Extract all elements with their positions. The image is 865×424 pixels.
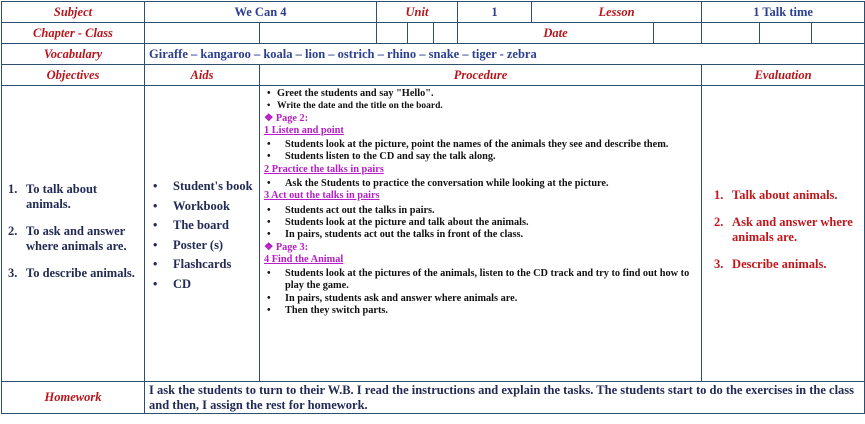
aid-item: • The board xyxy=(153,216,255,236)
procedure-line: • Students look at the picture and talk about the animals. xyxy=(264,217,697,229)
diamond-icon: ❖ xyxy=(264,241,274,253)
procedure-line: • Students listen to the CD and say the talk along. xyxy=(264,151,697,163)
procedure-cell xyxy=(260,86,702,382)
bullet-icon: • xyxy=(267,204,271,216)
date-cell-4 xyxy=(812,23,865,44)
evaluation-list xyxy=(714,188,860,272)
chapter-row xyxy=(2,23,865,44)
subject-value: We Can 4 xyxy=(145,2,377,23)
bullet-icon: • xyxy=(267,151,271,163)
header-row xyxy=(2,2,865,23)
page-2-heading: ❖ Page 2: xyxy=(264,112,309,124)
chapter-cell-2 xyxy=(260,23,377,44)
homework-row xyxy=(2,382,865,414)
procedure-line: • Then they switch parts. xyxy=(264,305,697,317)
evaluation-item: 1. Talk about animals. xyxy=(714,187,838,202)
step-1-heading: 1 Listen and point xyxy=(264,124,344,136)
procedure-line: • In pairs, students act out the talks in front of the class. xyxy=(264,229,697,241)
aids-list xyxy=(153,177,255,294)
vocabulary-label: Vocabulary xyxy=(2,44,145,65)
evaluation-item: 2. Ask and answer where animals are. xyxy=(714,214,853,244)
chapter-cell-5 xyxy=(434,23,458,44)
bullet-icon: • xyxy=(267,178,271,190)
chapter-class-label: Chapter - Class xyxy=(2,23,145,44)
date-cell-2 xyxy=(702,23,760,44)
aid-item: • Workbook xyxy=(153,197,255,217)
procedure-line: • In pairs, students ask and answer where animals are. xyxy=(264,293,697,305)
bullet-icon: • xyxy=(267,305,271,317)
evaluation-cell xyxy=(702,86,865,382)
step-3-heading: 3 Act out the talks in pairs xyxy=(264,190,380,202)
lesson-label: Lesson xyxy=(532,2,702,23)
homework-label: Homework xyxy=(2,382,145,414)
unit-value: 1 xyxy=(458,2,532,23)
aids-header: Aids xyxy=(145,65,260,86)
bullet-icon: • xyxy=(153,218,158,232)
bullet-icon: • xyxy=(267,139,271,151)
procedure-line: • Ask the Students to practice the conversation while looking at the picture. xyxy=(264,178,697,190)
objective-item: 2. To ask and answer where animals are. xyxy=(8,224,127,253)
step-2-heading: 2 Practice the talks in pairs xyxy=(264,163,384,175)
date-label: Date xyxy=(458,23,654,44)
procedure-line: • Students look at the pictures of the animals, listen to the CD track and try to find out how to play the game. xyxy=(264,268,697,293)
chapter-cell-3 xyxy=(377,23,408,44)
date-cell-1 xyxy=(654,23,702,44)
bullet-icon: • xyxy=(267,229,271,241)
bullet-icon: • xyxy=(153,276,158,291)
bullet-icon: • xyxy=(153,198,158,213)
date-cell-3 xyxy=(760,23,812,44)
aid-item: • Poster (s) xyxy=(153,236,255,256)
vocabulary-row xyxy=(2,44,865,65)
aid-item: • CD xyxy=(153,275,255,295)
objectives-header: Objectives xyxy=(2,65,145,86)
evaluation-header: Evaluation xyxy=(702,65,865,86)
bullet-icon: • xyxy=(267,101,271,112)
bullet-icon: • xyxy=(267,216,271,228)
homework-text: I ask the students to turn to their W.B. I read the instructions and explain the tasks. The students start to do the exercises in the class and then, I assign the rest for homework. xyxy=(145,382,865,414)
aid-item: • Student's book xyxy=(153,177,255,197)
bullet-icon: • xyxy=(153,179,158,193)
subject-label: Subject xyxy=(2,2,145,23)
evaluation-item: 3. Describe animals. xyxy=(714,256,827,271)
unit-label: Unit xyxy=(377,2,458,23)
step-4-heading: 4 Find the Animal xyxy=(264,253,344,265)
procedure-line: • Students look at the picture, point the names of the animals they see and describe them. xyxy=(264,139,697,151)
objectives-cell xyxy=(2,86,145,382)
bullet-icon: • xyxy=(267,88,271,99)
chapter-cell-4 xyxy=(408,23,434,44)
procedure-line: • Students act out the talks in pairs. xyxy=(264,205,697,217)
page-3-heading: ❖ Page 3: xyxy=(264,241,309,253)
bullet-icon: • xyxy=(267,268,271,280)
procedure-line: • Write the date and the title on the board. xyxy=(264,100,697,112)
procedure-line: • Greet the students and say "Hello". xyxy=(264,88,697,100)
chapter-cell-1 xyxy=(145,23,260,44)
aid-item: • Flashcards xyxy=(153,255,255,275)
bullet-icon: • xyxy=(153,257,158,271)
objective-item: 1. To talk about animals. xyxy=(8,182,98,211)
lesson-plan-table xyxy=(1,1,865,414)
content-row xyxy=(2,86,865,382)
procedure-header: Procedure xyxy=(260,65,702,86)
objective-item: 3. To describe animals. xyxy=(8,266,135,280)
vocabulary-value: Giraffe – kangaroo – koala – lion – ostrich – rhino – snake – tiger - zebra xyxy=(145,44,865,65)
diamond-icon: ❖ xyxy=(264,112,274,124)
bullet-icon: • xyxy=(153,237,158,252)
bullet-icon: • xyxy=(267,292,271,304)
aids-cell xyxy=(145,86,260,382)
lesson-value: 1 Talk time xyxy=(702,2,865,23)
objectives-list xyxy=(8,182,140,281)
column-headers-row xyxy=(2,65,865,86)
